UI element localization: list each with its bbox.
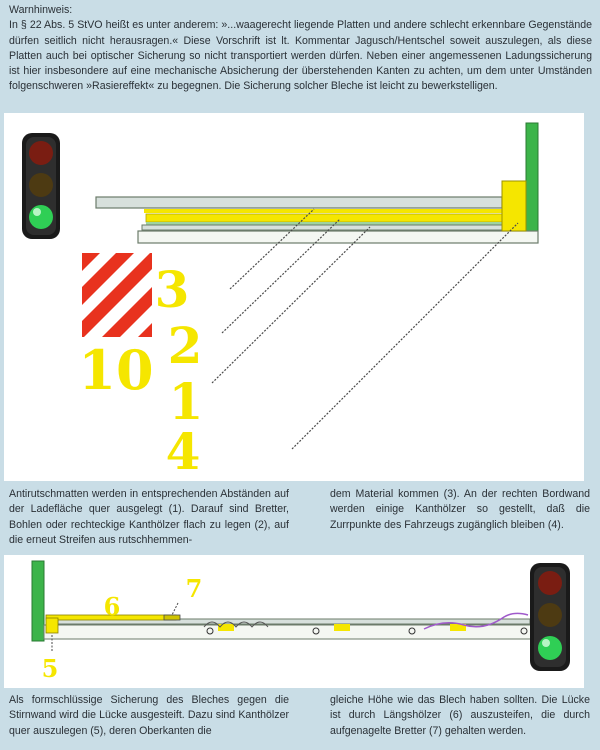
label-4: 4 [165,422,201,481]
traffic-light-icon [530,563,570,671]
leader-lines [212,209,518,449]
caption-load-right [330,487,590,533]
load-cross-section [96,123,538,243]
label-3: 3 [154,260,190,319]
warning-text [9,3,592,95]
caption-load-left [9,487,289,548]
warning-sign-number: 10 [78,338,154,402]
caption-bracing-right [330,693,590,739]
caption-bracing-left [9,693,289,739]
label-2: 2 [167,316,203,375]
front-wall [32,561,44,641]
label-6: 6 [103,592,121,621]
caption-bracing-right-text: gleiche Höhe wie das Blech haben sollten. Die Lücke ist durch Längshölzer (6) auszusteifen, die durch aufgenagelte Bretter (7) gehalten werden. [330,694,590,737]
caption-load-left-text: Antirutschmatten werden in entsprechenden Abständen auf der Ladefläche quer ausgelegt (1). Darauf sind Bretter, Bohlen oder rechteckige Kanthölzer flach zu legen (2), auf die erneut Streifen aus rutschhemmen- [9,488,289,546]
label-1: 1 [168,372,204,431]
traffic-light-icon [22,133,60,239]
label-7: 7 [185,574,203,603]
warning-sign-icon [82,253,152,337]
warning-body: In § 22 Abs. 5 StVO heißt es unter anderem: »...waagerecht liegende Platten und andere schlecht erkennbare Gegenstände dürfen seitlich nicht herausragen.« Diese Vorschrift ist lt. Kommentar Jagusch/Hentschel soweit auszulegen, als diese Platten auch bei optischer Sicherung so nicht transportiert werden dürfen. Neben einer angemessenen Ladungssicherung ist hier insbesondere auf eine mechanische Absicherung der überstehenden Kanten zu achten, um dem unter Umständen folgenschweren »Rasiereffekt« zu begegnen. Die Sicherung solcher Bleche ist leicht zu bewerkstelligen. [9,19,592,93]
figure-load-layers-drawing [4,113,584,481]
caption-load-right-text: dem Material kommen (3). An der rechten Bordwand werden einige Kanthölzer so gestellt, daß die Zurrpunkte des Fahrzeugs zugänglich bleiben (4). [330,488,590,531]
figure-gap-bracing [4,555,584,688]
label-5: 5 [41,654,59,683]
warning-heading: Warnhinweis: [9,4,73,16]
figure-load-layers [4,113,584,481]
caption-bracing-left-text: Als formschlüssige Sicherung des Bleches gegen die Stirnwand wird die Lücke ausgesteift. Dazu sind Kanthölzer quer auszulegen (5), deren Oberkanten die [9,694,289,737]
figure-gap-bracing-drawing [4,555,584,688]
